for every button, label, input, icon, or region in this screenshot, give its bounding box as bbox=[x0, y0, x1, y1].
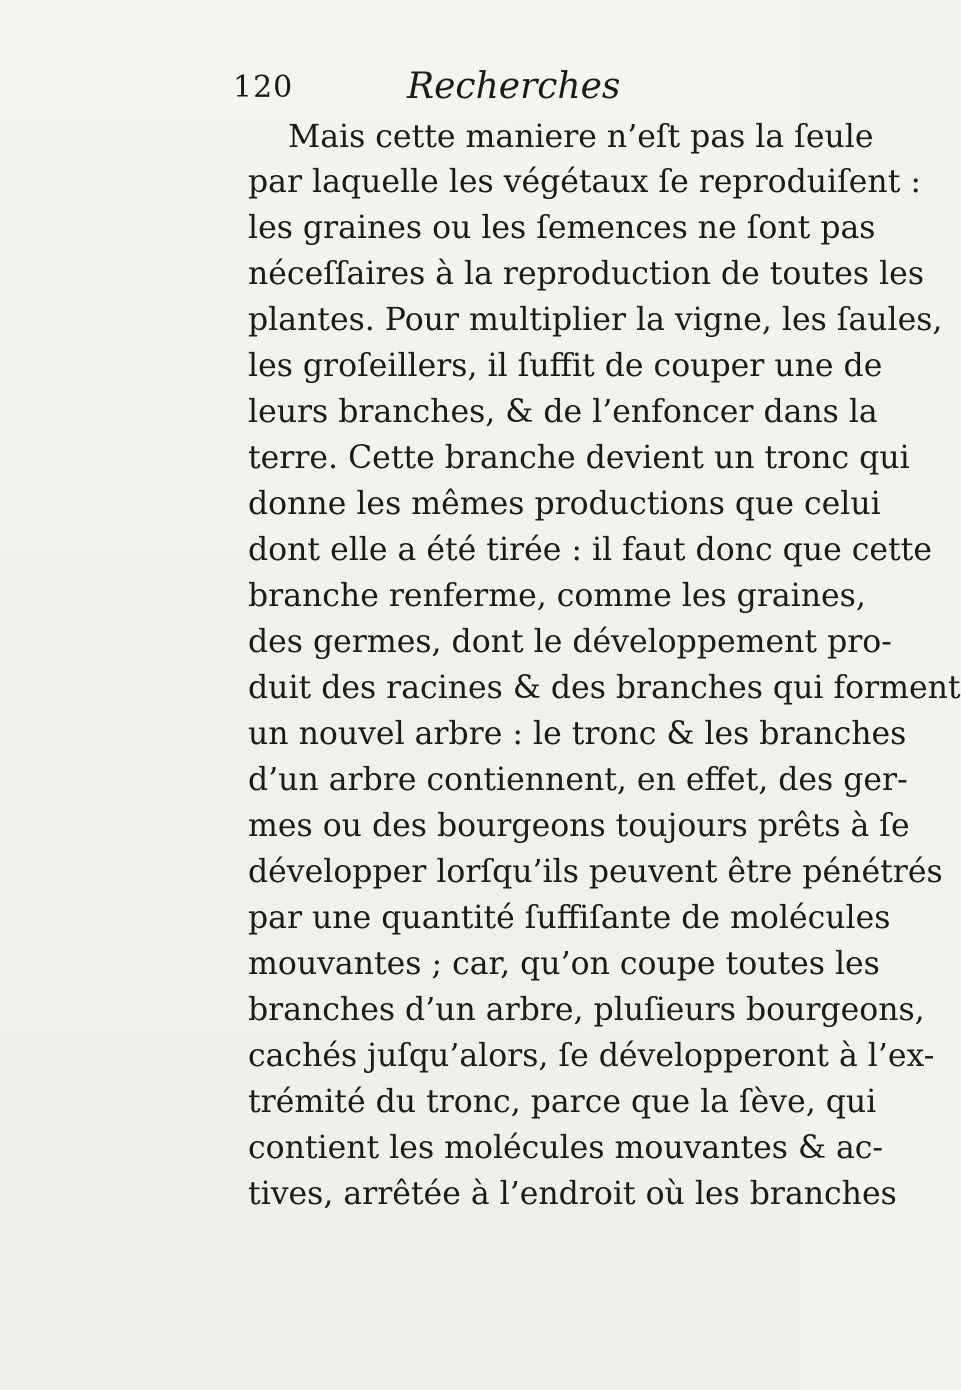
text-line: contient les molécules mouvantes & ac- bbox=[248, 1130, 884, 1166]
page-header bbox=[233, 66, 633, 112]
running-head: Recherches bbox=[407, 66, 621, 107]
text-line: tives, arrêtée à l’endroit où les branches bbox=[248, 1176, 897, 1212]
text-line: branche renferme, comme les graines, bbox=[248, 578, 866, 614]
text-line: les groſeillers, il ſuffit de couper une de bbox=[248, 348, 883, 384]
text-line: duit des racines & des branches qui forment bbox=[248, 670, 961, 706]
text-line: des germes, dont le développement pro- bbox=[248, 624, 892, 660]
text-line: mes ou des bourgeons toujours prêts à ſe bbox=[248, 808, 910, 844]
text-line: un nouvel arbre : le tronc & les branches bbox=[248, 716, 907, 752]
text-line: mouvantes ; car, qu’on coupe toutes les bbox=[248, 946, 880, 982]
page-number: 120 bbox=[233, 70, 294, 105]
text-line: néceſſaires à la reproduction de toutes les bbox=[248, 256, 924, 292]
text-line: donne les mêmes productions que celui bbox=[248, 486, 881, 522]
text-line: les graines ou les ſemences ne ſont pas bbox=[248, 210, 876, 246]
text-line: trémité du tronc, parce que la ſève, qui bbox=[248, 1084, 877, 1120]
text-line: Mais cette maniere n’eſt pas la ſeule bbox=[288, 119, 874, 155]
text-line: terre. Cette branche devient un tronc qui bbox=[248, 440, 910, 476]
text-line: par laquelle les végétaux ſe reproduiſent : bbox=[248, 164, 922, 200]
text-line: par une quantité ſuffiſante de molécules bbox=[248, 900, 891, 936]
text-line: cachés juſqu’alors, ſe développeront à l’ex- bbox=[248, 1038, 935, 1074]
text-line: branches d’un arbre, pluſieurs bourgeons, bbox=[248, 992, 925, 1028]
text-line: dont elle a été tirée : il faut donc que cette bbox=[248, 532, 932, 568]
text-line: développer lorſqu’ils peuvent être pénétrés bbox=[248, 854, 943, 890]
text-line: d’un arbre contiennent, en effet, des ger- bbox=[248, 762, 908, 798]
text-line: leurs branches, & de l’enfoncer dans la bbox=[248, 394, 878, 430]
text-line: plantes. Pour multiplier la vigne, les ſaules, bbox=[248, 302, 943, 338]
